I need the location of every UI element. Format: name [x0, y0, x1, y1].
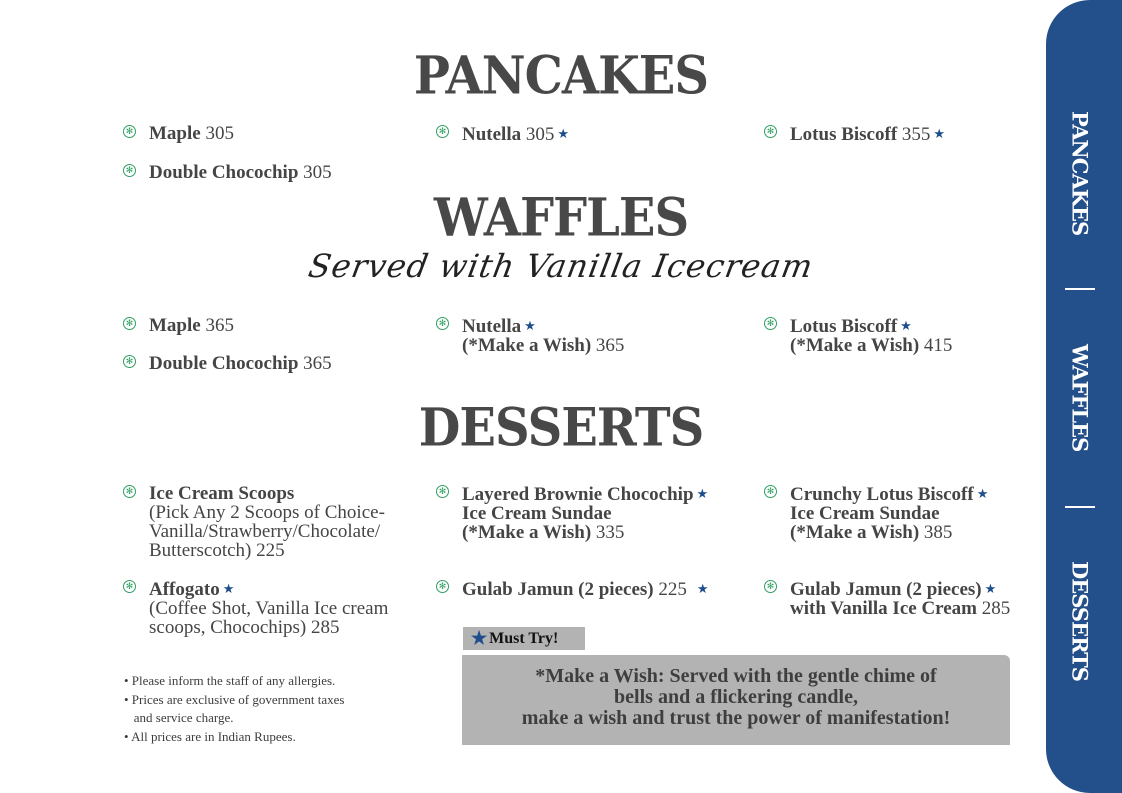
item-price: 385	[923, 522, 953, 543]
item-name: Ice Cream Scoops	[149, 483, 295, 504]
item-name: Affogato	[149, 579, 220, 600]
flower-bullet-icon: ✻	[123, 485, 136, 498]
side-divider	[1065, 506, 1095, 508]
waffles-title: WAFFLES	[433, 187, 689, 249]
flower-bullet-icon: ✻	[436, 580, 449, 593]
wish-line: make a wish and trust the power of manifestation!	[521, 707, 951, 729]
flower-bullet-icon: ✻	[123, 164, 136, 177]
item-name: Double Chocochip	[149, 353, 299, 374]
flower-bullet-icon: ✻	[436, 317, 449, 330]
desserts-title: DESSERTS	[418, 397, 704, 459]
menu-item	[125, 353, 332, 374]
menu-item	[438, 579, 709, 600]
menu-item	[766, 124, 946, 145]
menu-item	[438, 316, 625, 356]
waffles-subtitle: Served with Vanilla Icecream	[305, 247, 817, 285]
item-price: 355	[901, 124, 931, 145]
item-description: Butterscotch)	[149, 540, 252, 561]
star-icon: ★	[976, 486, 989, 501]
item-price: 365	[303, 353, 332, 374]
note-taxes: • Prices are exclusive of government taxes	[124, 691, 345, 707]
side-tab-pancakes[interactable]: PANCAKES	[1067, 110, 1093, 236]
flower-bullet-icon: ✻	[764, 317, 777, 330]
item-name-line2: Ice Cream Sundae	[790, 503, 940, 524]
item-name: Nutella	[462, 316, 522, 337]
footnotes	[124, 672, 344, 746]
menu-item	[125, 162, 332, 183]
menu-item	[125, 483, 385, 561]
item-name: Lotus Biscoff	[790, 124, 898, 145]
side-divider	[1065, 288, 1095, 290]
item-price: 365	[595, 335, 625, 356]
star-icon: ★	[471, 628, 488, 648]
item-name: Lotus Biscoff	[790, 316, 898, 337]
star-icon: ★	[557, 126, 570, 141]
flower-bullet-icon: ✻	[123, 355, 136, 368]
wish-line: *Make a Wish: Served with the gentle chime of	[535, 665, 937, 687]
star-icon: ★	[696, 486, 709, 501]
flower-bullet-icon: ✻	[436, 125, 449, 138]
star-icon: ★	[933, 126, 946, 141]
must-try-label: Must Try!	[489, 629, 559, 647]
item-name: Layered Brownie Chocochip	[462, 484, 694, 505]
side-tab-waffles[interactable]: WAFFLES	[1067, 343, 1093, 452]
item-name-line2: Ice Cream Sundae	[462, 503, 612, 524]
menu-item	[766, 484, 989, 543]
item-price: 335	[595, 522, 625, 543]
note-taxes-cont: and service charge.	[124, 710, 234, 725]
star-icon: ★	[696, 581, 709, 596]
star-icon: ★	[900, 318, 912, 333]
item-description: (Coffee Shot, Vanilla Ice cream	[149, 598, 389, 619]
item-note: (*Make a Wish)	[790, 335, 920, 356]
item-price: 305	[525, 124, 555, 145]
item-price: 305	[303, 162, 332, 183]
star-icon: ★	[524, 318, 536, 333]
flower-bullet-icon: ✻	[123, 125, 136, 138]
flower-bullet-icon: ✻	[764, 485, 777, 498]
note-allergies: • Please inform the staff of any allergies.	[124, 673, 336, 688]
item-price: 285	[981, 598, 1011, 619]
item-price: 285	[311, 617, 340, 638]
wish-line: bells and a flickering candle,	[614, 686, 858, 708]
star-icon: ★	[984, 581, 997, 596]
item-note: (*Make a Wish)	[462, 522, 592, 543]
item-name: Maple	[149, 315, 201, 336]
item-name: Double Chocochip	[149, 162, 299, 183]
menu-item	[125, 315, 234, 336]
side-tab-desserts[interactable]: DESSERTS	[1067, 561, 1093, 681]
note-currency: • All prices are in Indian Rupees.	[124, 728, 296, 744]
item-price: 225	[256, 540, 285, 561]
item-price: 415	[923, 335, 953, 356]
flower-bullet-icon: ✻	[764, 580, 777, 593]
menu-item	[438, 484, 709, 543]
item-description: Vanilla/Strawberry/Chocolate/	[149, 521, 381, 542]
item-description: scoops, Chocochips)	[149, 617, 307, 638]
menu-item	[125, 579, 389, 638]
flower-bullet-icon: ✻	[764, 125, 777, 138]
item-price: 305	[205, 123, 234, 144]
item-note: (*Make a Wish)	[790, 522, 920, 543]
item-price: 365	[205, 315, 234, 336]
item-note: (*Make a Wish)	[462, 335, 592, 356]
item-name: Gulab Jamun (2 pieces)	[790, 579, 982, 600]
flower-bullet-icon: ✻	[123, 317, 136, 330]
item-description: (Pick Any 2 Scoops of Choice-	[149, 502, 385, 523]
item-name: Nutella	[462, 124, 522, 145]
menu-item	[766, 579, 1011, 619]
pancakes-title: PANCAKES	[413, 45, 709, 107]
item-name: Crunchy Lotus Biscoff	[790, 484, 974, 505]
menu-item	[766, 316, 953, 356]
must-try-badge	[463, 627, 585, 650]
item-name-line2: with Vanilla Ice Cream	[790, 598, 978, 619]
flower-bullet-icon: ✻	[436, 485, 449, 498]
make-a-wish-note	[462, 655, 1010, 745]
menu-item	[125, 123, 234, 144]
item-price: 225	[658, 579, 687, 600]
flower-bullet-icon: ✻	[123, 580, 136, 593]
item-name: Gulab Jamun (2 pieces)	[462, 579, 654, 600]
menu-item	[438, 124, 570, 145]
star-icon: ★	[222, 581, 235, 596]
item-name: Maple	[149, 123, 201, 144]
